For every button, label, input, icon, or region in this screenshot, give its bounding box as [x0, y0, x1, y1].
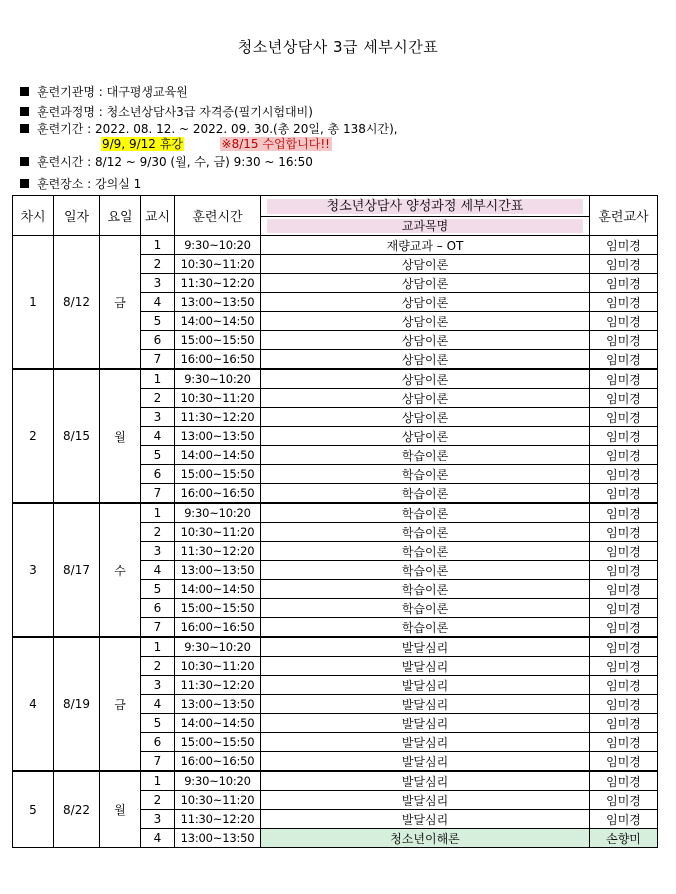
cell-time: 16:00~16:50 — [175, 752, 261, 772]
cell-time: 13:00~13:50 — [175, 829, 261, 848]
cell-time: 13:00~13:50 — [175, 695, 261, 714]
hours-text: 훈련시간 : 8/12 ~ 9/30 (월, 수, 금) 9:30 ~ 16:50 — [37, 155, 313, 169]
cell-subject: 학습이론 — [261, 465, 590, 484]
cell-time: 14:00~14:50 — [175, 714, 261, 733]
cell-subject: 상담이론 — [261, 312, 590, 331]
cell-round: 2 — [13, 369, 54, 503]
cell-time: 10:30~11:20 — [175, 791, 261, 810]
cell-period: 6 — [141, 465, 175, 484]
cell-period: 3 — [141, 676, 175, 695]
table-row — [13, 637, 658, 657]
cell-teacher: 임미경 — [590, 791, 658, 810]
cell-subject: 학습이론 — [261, 618, 590, 638]
cell-teacher: 임미경 — [590, 714, 658, 733]
cell-teacher: 임미경 — [590, 523, 658, 542]
header-subject — [261, 217, 590, 236]
cell-teacher: 임미경 — [590, 331, 658, 350]
cell-time: 16:00~16:50 — [175, 484, 261, 504]
cell-subject: 상담이론 — [261, 369, 590, 389]
cell-subject: 학습이론 — [261, 542, 590, 561]
cell-round: 1 — [13, 236, 54, 370]
cell-period: 2 — [141, 389, 175, 408]
cell-time: 15:00~15:50 — [175, 331, 261, 350]
cell-teacher: 임미경 — [590, 599, 658, 618]
cell-time: 15:00~15:50 — [175, 733, 261, 752]
table-row — [13, 236, 658, 255]
cell-subject: 학습이론 — [261, 484, 590, 504]
cell-teacher: 임미경 — [590, 561, 658, 580]
cell-teacher: 임미경 — [590, 810, 658, 829]
cell-time: 11:30~12:20 — [175, 408, 261, 427]
cell-period: 3 — [141, 274, 175, 293]
cell-time: 16:00~16:50 — [175, 618, 261, 638]
cell-teacher: 임미경 — [590, 695, 658, 714]
cell-date: 8/17 — [54, 503, 100, 637]
cell-subject: 발달심리 — [261, 676, 590, 695]
cell-period: 4 — [141, 561, 175, 580]
cell-period: 5 — [141, 446, 175, 465]
table-row — [13, 369, 658, 389]
cell-subject: 상담이론 — [261, 255, 590, 274]
cell-teacher: 임미경 — [590, 427, 658, 446]
cell-period: 3 — [141, 542, 175, 561]
cell-period: 2 — [141, 657, 175, 676]
cell-period: 2 — [141, 791, 175, 810]
cell-teacher: 임미경 — [590, 274, 658, 293]
cell-subject: 발달심리 — [261, 714, 590, 733]
cell-period: 4 — [141, 293, 175, 312]
cell-teacher: 임미경 — [590, 408, 658, 427]
cell-subject: 발달심리 — [261, 810, 590, 829]
bullet-square-icon — [20, 157, 29, 166]
cell-subject: 청소년이해론 — [261, 829, 590, 848]
cell-period: 7 — [141, 752, 175, 772]
cell-time: 10:30~11:20 — [175, 657, 261, 676]
bullet-square-icon — [20, 124, 29, 133]
info-place — [20, 176, 141, 192]
cell-time: 9:30~10:20 — [175, 503, 261, 523]
cell-round: 4 — [13, 637, 54, 771]
cell-subject: 학습이론 — [261, 523, 590, 542]
cell-weekday: 수 — [100, 503, 141, 637]
cell-period: 6 — [141, 599, 175, 618]
cell-period: 1 — [141, 771, 175, 791]
cell-subject: 상담이론 — [261, 408, 590, 427]
cell-subject: 상담이론 — [261, 427, 590, 446]
header-round: 차시 — [13, 196, 54, 236]
cell-time: 15:00~15:50 — [175, 465, 261, 484]
cell-period: 5 — [141, 312, 175, 331]
cell-period: 3 — [141, 810, 175, 829]
info-period — [20, 121, 398, 137]
cell-subject: 발달심리 — [261, 637, 590, 657]
cell-teacher: 임미경 — [590, 542, 658, 561]
cell-weekday: 월 — [100, 771, 141, 848]
cell-subject: 상담이론 — [261, 274, 590, 293]
schedule-body — [13, 236, 658, 848]
cell-period: 7 — [141, 618, 175, 638]
cell-date: 8/15 — [54, 369, 100, 503]
header-weekday: 요일 — [100, 196, 141, 236]
cell-teacher: 임미경 — [590, 484, 658, 504]
table-header-row — [13, 196, 658, 217]
cell-date: 8/19 — [54, 637, 100, 771]
info-period-notes — [101, 136, 332, 152]
info-course — [20, 104, 313, 120]
cell-subject: 상담이론 — [261, 350, 590, 370]
info-hours — [20, 154, 313, 170]
cell-period: 1 — [141, 637, 175, 657]
cell-teacher: 임미경 — [590, 465, 658, 484]
cell-subject: 발달심리 — [261, 733, 590, 752]
cell-period: 7 — [141, 484, 175, 504]
cell-subject: 발달심리 — [261, 695, 590, 714]
cell-subject: 상담이론 — [261, 331, 590, 350]
cell-time: 10:30~11:20 — [175, 523, 261, 542]
cell-period: 5 — [141, 580, 175, 599]
course-text: 훈련과정명 : 청소년상담사3급 자격증(필기시험대비) — [37, 105, 313, 119]
header-period: 교시 — [141, 196, 175, 236]
cell-period: 1 — [141, 236, 175, 255]
bullet-square-icon — [20, 87, 29, 96]
period-text: 훈련기간 : 2022. 08. 12. ~ 2022. 09. 30.(총 20일, 총 138시간), — [37, 122, 398, 136]
header-subject-label: 교과목명 — [267, 219, 583, 233]
cell-time: 13:00~13:50 — [175, 561, 261, 580]
cell-period: 4 — [141, 427, 175, 446]
cell-round: 3 — [13, 503, 54, 637]
cell-teacher: 임미경 — [590, 236, 658, 255]
cell-date: 8/22 — [54, 771, 100, 848]
cell-time: 11:30~12:20 — [175, 810, 261, 829]
cell-teacher: 임미경 — [590, 389, 658, 408]
cell-period: 5 — [141, 714, 175, 733]
cell-period: 4 — [141, 695, 175, 714]
cell-teacher: 임미경 — [590, 580, 658, 599]
header-group — [261, 196, 590, 217]
cell-subject: 상담이론 — [261, 293, 590, 312]
cell-time: 9:30~10:20 — [175, 369, 261, 389]
cell-teacher: 임미경 — [590, 637, 658, 657]
cell-time: 13:00~13:50 — [175, 427, 261, 446]
cell-teacher: 임미경 — [590, 771, 658, 791]
cell-subject: 발달심리 — [261, 752, 590, 772]
cell-teacher: 임미경 — [590, 312, 658, 331]
cell-weekday: 월 — [100, 369, 141, 503]
header-group-label: 청소년상담사 양성과정 세부시간표 — [267, 199, 583, 214]
cell-time: 10:30~11:20 — [175, 389, 261, 408]
cell-subject: 학습이론 — [261, 599, 590, 618]
cell-period: 2 — [141, 523, 175, 542]
cell-subject: 재량교과 – OT — [261, 236, 590, 255]
header-time: 훈련시간 — [175, 196, 261, 236]
cell-time: 9:30~10:20 — [175, 637, 261, 657]
cell-time: 11:30~12:20 — [175, 542, 261, 561]
table-row — [13, 771, 658, 791]
institution-text: 훈련기관명 : 대구평생교육원 — [37, 85, 188, 99]
cell-subject: 상담이론 — [261, 389, 590, 408]
cell-time: 11:30~12:20 — [175, 274, 261, 293]
cell-teacher: 임미경 — [590, 369, 658, 389]
cell-teacher: 임미경 — [590, 618, 658, 638]
cell-round: 5 — [13, 771, 54, 848]
cell-teacher: 임미경 — [590, 676, 658, 695]
cell-time: 14:00~14:50 — [175, 446, 261, 465]
header-teacher: 훈련교사 — [590, 196, 658, 236]
bullet-square-icon — [20, 179, 29, 188]
cell-teacher: 임미경 — [590, 503, 658, 523]
cell-subject: 발달심리 — [261, 791, 590, 810]
cell-period: 7 — [141, 350, 175, 370]
cell-weekday: 금 — [100, 637, 141, 771]
cell-time: 16:00~16:50 — [175, 350, 261, 370]
schedule-table — [12, 195, 658, 848]
cell-time: 9:30~10:20 — [175, 771, 261, 791]
cell-period: 3 — [141, 408, 175, 427]
cell-teacher: 손향미 — [590, 829, 658, 848]
cell-time: 15:00~15:50 — [175, 599, 261, 618]
cell-time: 14:00~14:50 — [175, 312, 261, 331]
cell-teacher: 임미경 — [590, 657, 658, 676]
cell-time: 14:00~14:50 — [175, 580, 261, 599]
cell-date: 8/12 — [54, 236, 100, 370]
cell-period: 1 — [141, 369, 175, 389]
cell-subject: 학습이론 — [261, 503, 590, 523]
bullet-square-icon — [20, 107, 29, 116]
cell-period: 2 — [141, 255, 175, 274]
cell-teacher: 임미경 — [590, 733, 658, 752]
cell-teacher: 임미경 — [590, 446, 658, 465]
holiday-note: 9/9, 9/12 휴강 — [102, 137, 183, 151]
cell-subject: 학습이론 — [261, 446, 590, 465]
cell-period: 6 — [141, 733, 175, 752]
cell-teacher: 임미경 — [590, 255, 658, 274]
cell-weekday: 금 — [100, 236, 141, 370]
info-institution — [20, 84, 188, 100]
cell-teacher: 임미경 — [590, 752, 658, 772]
cell-period: 4 — [141, 829, 175, 848]
cell-period: 6 — [141, 331, 175, 350]
page-title: 청소년상담사 3급 세부시간표 — [237, 38, 439, 56]
cell-period: 1 — [141, 503, 175, 523]
table-row — [13, 503, 658, 523]
cell-time: 10:30~11:20 — [175, 255, 261, 274]
cell-teacher: 임미경 — [590, 293, 658, 312]
place-text: 훈련장소 : 강의실 1 — [37, 177, 142, 191]
cell-subject: 학습이론 — [261, 561, 590, 580]
cell-subject: 발달심리 — [261, 657, 590, 676]
cell-time: 9:30~10:20 — [175, 236, 261, 255]
cell-time: 11:30~12:20 — [175, 676, 261, 695]
cell-time: 13:00~13:50 — [175, 293, 261, 312]
cell-teacher: 임미경 — [590, 350, 658, 370]
cell-subject: 학습이론 — [261, 580, 590, 599]
notice-note: ※8/15 수업합니다!! — [221, 137, 330, 151]
header-date: 일자 — [54, 196, 100, 236]
cell-subject: 발달심리 — [261, 771, 590, 791]
